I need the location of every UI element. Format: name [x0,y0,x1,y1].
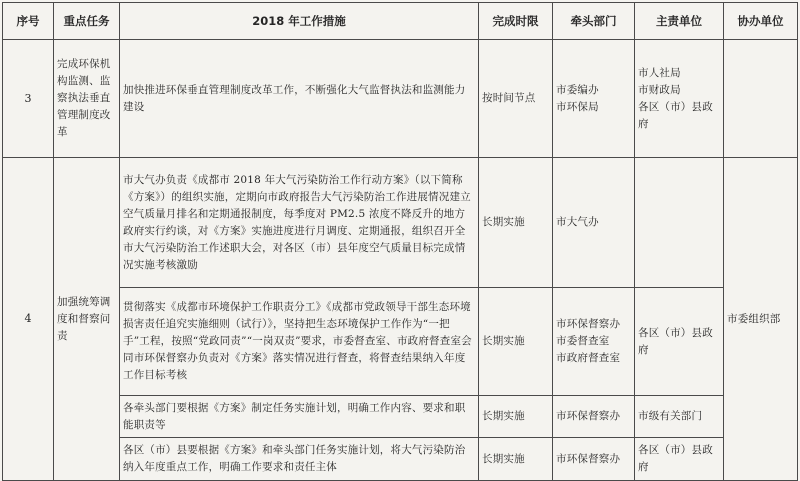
header-measures: 2018 年工作措施 [120,3,479,40]
header-deadline: 完成时限 [479,3,553,40]
key-task: 完成环保机构监测、监察执法垂直管理制度改革 [54,40,120,158]
lead-dept: 市环保督察办 [553,396,635,438]
lead-dept: 市环保督察办 市委督查室 市政府督查室 [553,288,635,396]
table-row [3,396,798,438]
deadline: 长期实施 [479,396,553,438]
lead-dept: 市环保督察办 [553,438,635,481]
deadline: 按时间节点 [479,40,553,158]
measure-text: 各区（市）县要根据《方案》和牵头部门任务实施计划，将大气污染防治纳入年度重点工作，明确工作要求和责任主体 [120,438,479,481]
main-unit: 各区（市）县政府 [635,438,724,481]
table-row [3,40,798,158]
table-row [3,288,798,396]
main-unit: 市级有关部门 [635,396,724,438]
row-number: 4 [3,158,54,481]
work-measures-table [2,2,798,481]
measure-text: 贯彻落实《成都市环境保护工作职责分工》《成都市党政领导干部生态环境损害责任追究实施细则（试行）》，坚持把生态环境保护工作作为“一把手”工程，按照“党政同责”“一岗双责”要求，市委督查室、市政府督查室会同市环保督察办负责对《方案》落实情况进行督查，将督查结果纳入年度工作目标考核 [120,288,479,396]
header-main-unit: 主责单位 [635,3,724,40]
measure-text: 各牵头部门要根据《方案》制定任务实施计划，明确工作内容、要求和职能职责等 [120,396,479,438]
measure-text: 市大气办负责《成都市 2018 年大气污染防治工作行动方案》（以下简称《方案》）的组织实施，定期向市政府报告大气污染防治工作进展情况建立空气质量月排名和定期通报制度，每季度对 PM2.5 浓度不降反升的地方政府实行约谈，对《方案》实施进度进行月调度、定期通报，组织召开全市大气污染防治工作述职大会，对各区（市）县年度空气质量目标完成情况实施考核激励 [120,158,479,288]
table-row [3,438,798,481]
deadline: 长期实施 [479,288,553,396]
key-task: 加强统筹调度和督察问责 [54,158,120,481]
header-lead-dept: 牵头部门 [553,3,635,40]
main-unit: 各区（市）县政府 [635,288,724,396]
header-task: 重点任务 [54,3,120,40]
deadline: 长期实施 [479,438,553,481]
measure-text: 加快推进环保垂直管理制度改革工作，不断强化大气监督执法和监测能力建设 [120,40,479,158]
table-row [3,158,798,288]
row-number: 3 [3,40,54,158]
lead-dept: 市委编办 市环保局 [553,40,635,158]
assist-unit: 市委组织部 [724,158,798,481]
header-no: 序号 [3,3,54,40]
header-row [3,3,798,40]
lead-dept: 市大气办 [553,158,635,288]
main-unit [635,158,724,288]
deadline: 长期实施 [479,158,553,288]
main-unit: 市人社局 市财政局 各区（市）县政府 [635,40,724,158]
assist-unit [724,40,798,158]
header-assist-unit: 协办单位 [724,3,798,40]
